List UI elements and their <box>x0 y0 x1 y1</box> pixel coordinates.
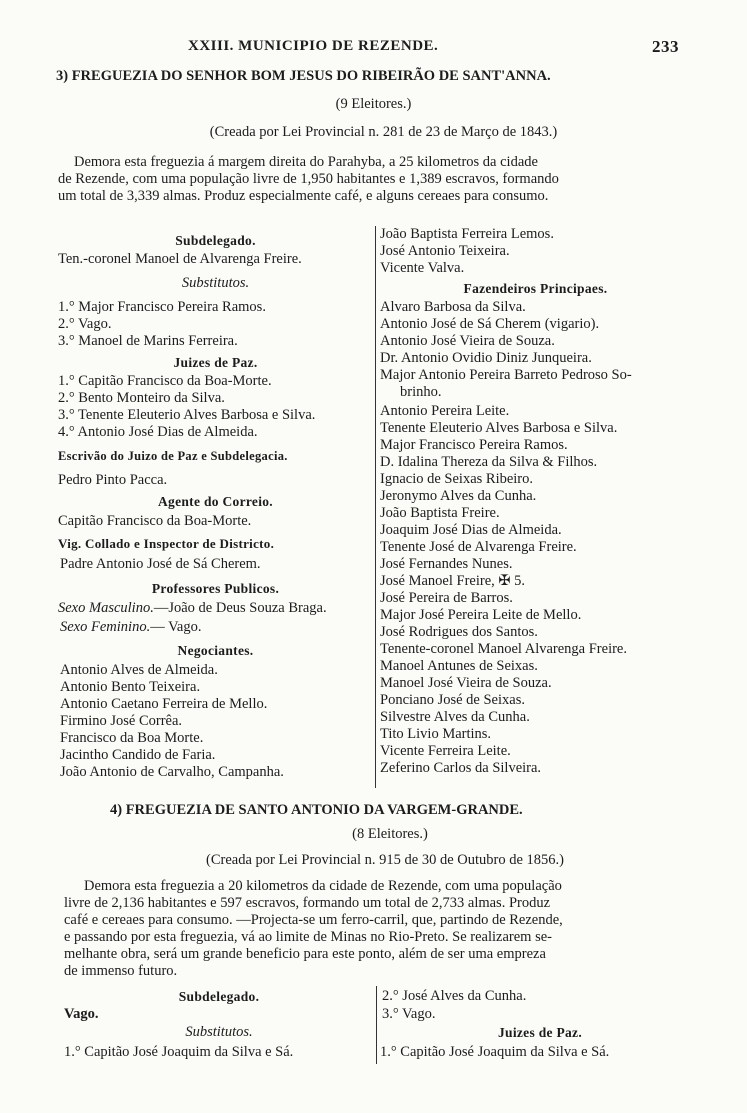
vigario-heading: Vig. Collado e Inspector de Districto. <box>58 536 275 551</box>
substitutos-heading: Substitutos. <box>181 275 250 291</box>
fazendeiro-item: José Manoel Freire, ✠ 5. <box>380 573 526 589</box>
fazendeiro-item: Vicente Ferreira Leite. <box>380 743 511 759</box>
section3-intro-line: de Rezende, com uma população livre de 1,950 habitantes e 1,389 escravos, formando <box>58 171 559 187</box>
fazendeiro-item: Tenente José de Alvarenga Freire. <box>380 539 577 555</box>
page-number: 233 <box>652 37 679 56</box>
section3-electors: (9 Eleitores.) <box>335 96 412 112</box>
column-separator <box>375 226 376 788</box>
juizes-heading: Juizes de Paz. <box>173 355 258 370</box>
negociante-cont-item: Vicente Valva. <box>380 260 465 276</box>
fazendeiro-item: Alvaro Barbosa da Silva. <box>380 299 526 315</box>
column-separator <box>376 986 377 1064</box>
juiz-item: 1.° Capitão Francisco da Boa-Morte. <box>58 373 272 389</box>
juiz-item: 4.° Antonio José Dias de Almeida. <box>58 424 258 440</box>
fazendeiro-item: Tenente-coronel Manoel Alvarenga Freire. <box>380 641 627 657</box>
chapter-header: XXIII. MUNICIPIO DE REZENDE. <box>188 38 439 54</box>
negociante-cont-item: José Antonio Teixeira. <box>380 243 510 259</box>
professor-feminino <box>60 619 202 636</box>
fazendeiro-item: D. Idalina Thereza da Silva & Filhos. <box>380 454 598 470</box>
professor-masc-label: Sexo Masculino. <box>58 600 154 616</box>
fazendeiro-item-cont: brinho. <box>400 384 442 400</box>
section4-intro-line: e passando por esta freguezia, vá ao limite de Minas no Rio-Preto. Se realizarem se- <box>64 929 552 945</box>
escrivao-name: Pedro Pinto Pacca. <box>58 472 168 488</box>
agente-name: Capitão Francisco da Boa-Morte. <box>58 513 252 529</box>
professor-fem-name: — Vago. <box>150 619 202 635</box>
fazendeiro-item: Antonio José Vieira de Souza. <box>380 333 555 349</box>
section4-intro-line: Demora esta freguezia a 20 kilometros da cidade de Rezende, com uma população <box>84 878 562 894</box>
section3-intro-line: um total de 3,339 almas. Produz especialmente café, e alguns cereaes para consumo. <box>58 188 549 204</box>
escrivao-heading: Escrivão do Juizo de Paz e Subdelegacia. <box>58 449 288 463</box>
negociante-cont-item: João Baptista Ferreira Lemos. <box>380 226 554 242</box>
professor-masculino <box>58 600 327 617</box>
fazendeiro-item: Manoel José Vieira de Souza. <box>380 675 552 691</box>
negociante-item: João Antonio de Carvalho, Campanha. <box>60 764 284 780</box>
s4-juiz-item: 1.° Capitão José Joaquim da Silva e Sá. <box>380 1044 610 1060</box>
fazendeiro-item: José Rodrigues dos Santos. <box>380 624 538 640</box>
fazendeiro-item: Manoel Antunes de Seixas. <box>380 658 538 674</box>
vigario-name: Padre Antonio José de Sá Cherem. <box>60 556 261 572</box>
negociante-item: Antonio Caetano Ferreira de Mello. <box>60 696 268 712</box>
s4-substitutos-heading: Substitutos. <box>185 1024 253 1040</box>
substituto-item: 2.° Vago. <box>58 316 112 332</box>
substituto-item: 1.° Major Francisco Pereira Ramos. <box>58 299 266 315</box>
s4-substituto-item: 2.° José Alves da Cunha. <box>382 988 527 1004</box>
section4-intro-line: melhante obra, será um grande beneficio para este ponto, além de ser uma empreza <box>64 946 546 962</box>
fazendeiro-item: Tenente Eleuterio Alves Barbosa e Silva. <box>380 420 618 436</box>
negociante-item: Firmino José Corrêa. <box>60 713 183 729</box>
s4-substituto-item: 1.° Capitão José Joaquim da Silva e Sá. <box>64 1044 294 1060</box>
negociante-item: Antonio Bento Teixeira. <box>60 679 201 695</box>
section4-intro-line: de immenso futuro. <box>64 963 178 979</box>
fazendeiro-item: João Baptista Freire. <box>380 505 500 521</box>
section4-intro-line: café e cereaes para consumo. —Projecta-se um ferro-carril, que, partindo de Rezende, <box>64 912 563 928</box>
s4-substituto-item: 3.° Vago. <box>382 1006 436 1022</box>
section4-electors: (8 Eleitores.) <box>352 826 428 842</box>
professores-heading: Professores Publicos. <box>151 581 280 596</box>
fazendeiro-item: Joaquim José Dias de Almeida. <box>380 522 562 538</box>
fazendeiro-item: Ignacio de Seixas Ribeiro. <box>380 471 534 487</box>
fazendeiro-item: José Pereira de Barros. <box>380 590 513 606</box>
fazendeiro-item: Major Antonio Pereira Barreto Pedroso So- <box>380 367 632 383</box>
fazendeiro-item: Tito Livio Martins. <box>380 726 492 742</box>
fazendeiro-item: Major José Pereira Leite de Mello. <box>380 607 582 623</box>
s4-subdelegado-heading: Subdelegado. <box>178 989 260 1004</box>
section3-title: 3) FREGUEZIA DO SENHOR BOM JESUS DO RIBEIRÃO DE SANT'ANNA. <box>56 68 551 84</box>
fazendeiros-heading: Fazendeiros Principaes. <box>463 281 608 296</box>
section4-created: (Creada por Lei Provincial n. 915 de 30 de Outubro de 1856.) <box>206 852 564 868</box>
negociantes-heading: Negociantes. <box>177 643 254 658</box>
section3-intro-line: Demora esta freguezia á margem direita do Parahyba, a 25 kilometros da cidade <box>74 154 538 170</box>
agente-heading: Agente do Correio. <box>157 494 273 509</box>
juiz-item: 2.° Bento Monteiro da Silva. <box>58 390 225 406</box>
juiz-item: 3.° Tenente Eleuterio Alves Barbosa e Silva. <box>58 407 316 423</box>
fazendeiro-item: Major Francisco Pereira Ramos. <box>380 437 568 453</box>
negociante-item: Jacintho Candido de Faria. <box>60 747 216 763</box>
negociante-item: Antonio Alves de Almeida. <box>60 662 218 678</box>
section4-title: 4) FREGUEZIA DE SANTO ANTONIO DA VARGEM-GRANDE. <box>110 802 523 818</box>
negociante-item: Francisco da Boa Morte. <box>60 730 204 746</box>
professor-fem-label: Sexo Feminino. <box>60 619 151 635</box>
fazendeiro-item: Antonio Pereira Leite. <box>380 403 510 419</box>
section4-intro-line: livre de 2,136 habitantes e 597 escravos, formando um total de 2,733 almas. Produz <box>64 895 551 911</box>
s4-juizes-heading: Juizes de Paz. <box>497 1025 583 1040</box>
fazendeiro-item: Ponciano José de Seixas. <box>380 692 525 708</box>
professor-masc-name: —João de Deus Souza Braga. <box>153 600 327 616</box>
fazendeiro-item: José Fernandes Nunes. <box>380 556 513 572</box>
fazendeiro-item: Antonio José de Sá Cherem (vigario). <box>380 316 600 332</box>
subdelegado-heading: Subdelegado. <box>175 233 256 248</box>
substituto-item: 3.° Manoel de Marins Ferreira. <box>58 333 238 349</box>
fazendeiro-item: Silvestre Alves da Cunha. <box>380 709 530 725</box>
fazendeiro-item: Dr. Antonio Ovidio Diniz Junqueira. <box>380 350 592 366</box>
fazendeiro-item: Jeronymo Alves da Cunha. <box>380 488 537 504</box>
section3-created: (Creada por Lei Provincial n. 281 de 23 de Março de 1843.) <box>209 124 558 140</box>
fazendeiro-item: Zeferino Carlos da Silveira. <box>380 760 542 776</box>
s4-subdelegado-name: Vago. <box>64 1006 99 1022</box>
subdelegado-name: Ten.-coronel Manoel de Alvarenga Freire. <box>58 251 302 267</box>
